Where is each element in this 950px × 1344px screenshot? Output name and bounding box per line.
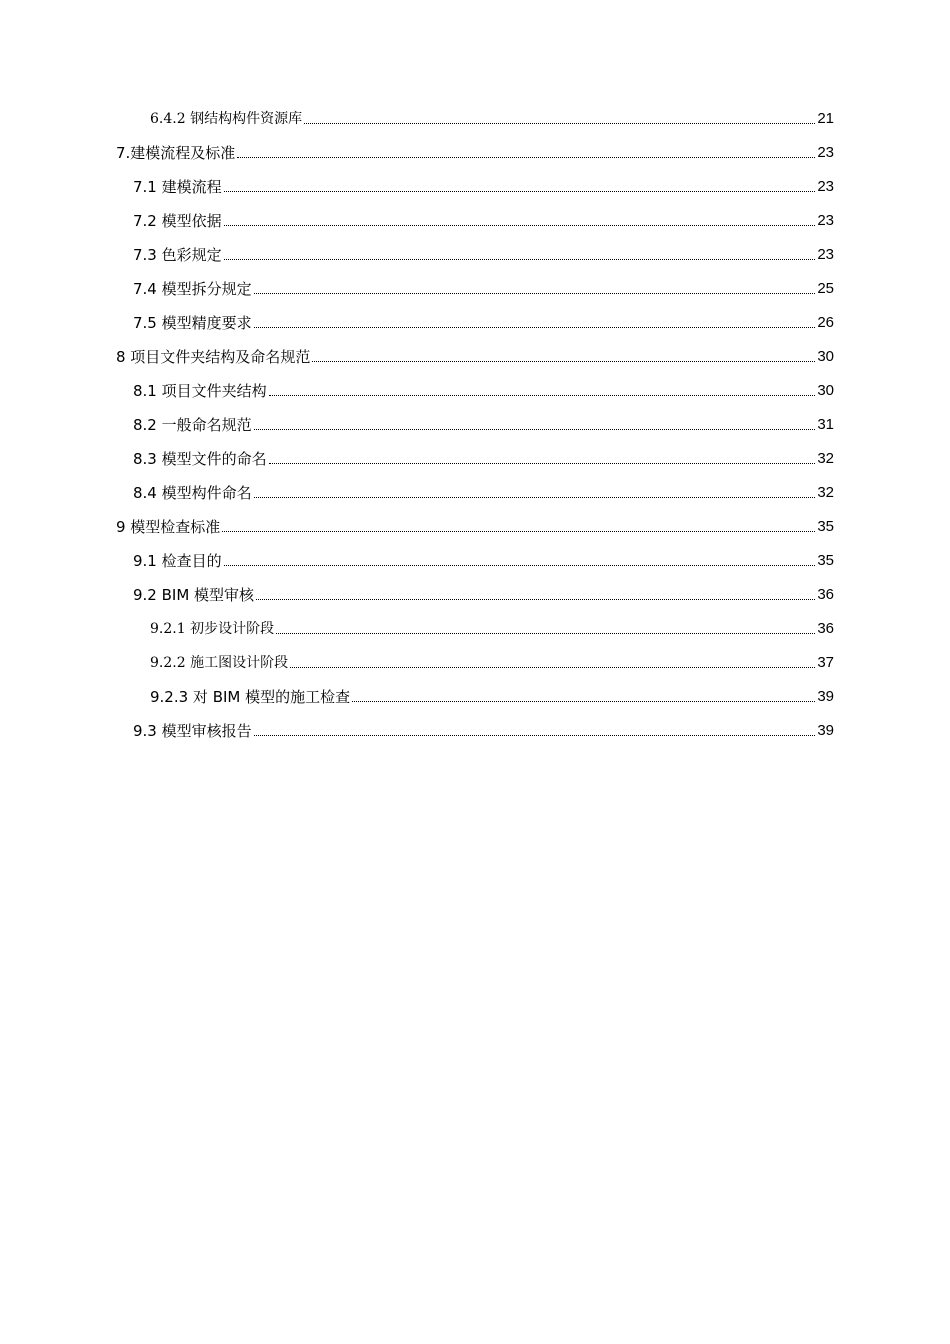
toc-entry[interactable] (133, 435, 834, 469)
toc-entry-label: 7.5 模型精度要求 (133, 314, 252, 332)
toc-entry[interactable] (133, 197, 834, 231)
toc-entry[interactable] (133, 299, 834, 333)
toc-entry[interactable] (133, 401, 834, 435)
toc-entry[interactable] (150, 605, 834, 639)
toc-dot-leader (224, 565, 816, 566)
toc-entry[interactable] (150, 639, 834, 673)
toc-dot-leader (269, 395, 816, 396)
toc-entry-label: 8.3 模型文件的命名 (133, 450, 267, 468)
toc-dot-leader (304, 123, 815, 124)
toc-entry-label: 7.3 色彩规定 (133, 246, 222, 264)
toc-entry[interactable] (133, 469, 834, 503)
toc-entry-page: 35 (817, 552, 834, 569)
toc-entry-page: 25 (817, 280, 834, 297)
toc-entry[interactable] (133, 163, 834, 197)
toc-entry-page: 31 (817, 416, 834, 433)
toc-entry[interactable] (116, 503, 834, 537)
toc-entry-label: 9 模型检查标准 (116, 518, 221, 536)
toc-dot-leader (224, 259, 816, 260)
toc-entry[interactable] (133, 231, 834, 265)
toc-entry-page: 21 (817, 110, 834, 127)
toc-entry-label: 9.3 模型审核报告 (133, 722, 252, 740)
toc-entry-page: 26 (817, 314, 834, 331)
toc-entry-label: 8 项目文件夹结构及命名规范 (116, 348, 311, 366)
toc-entry[interactable] (116, 129, 834, 163)
toc-entry[interactable] (133, 265, 834, 299)
toc-entry[interactable] (133, 571, 834, 605)
toc-dot-leader (254, 327, 816, 328)
toc-entry-page: 23 (817, 246, 834, 263)
toc-entry-page: 36 (817, 586, 834, 603)
toc-entry-page: 30 (817, 382, 834, 399)
toc-entry-label: 9.1 检查目的 (133, 552, 222, 570)
toc-dot-leader (222, 531, 815, 532)
toc-dot-leader (352, 701, 815, 702)
toc-dot-leader (269, 463, 816, 464)
toc-entry-label: 6.4.2 钢结构构件资源库 (150, 111, 303, 127)
toc-entry-page: 23 (817, 144, 834, 161)
toc-entry-page: 30 (817, 348, 834, 365)
toc-entry-label: 7.4 模型拆分规定 (133, 280, 252, 298)
toc-dot-leader (224, 191, 816, 192)
toc-entry-label: 9.2 BIM 模型审核 (133, 586, 255, 604)
toc-dot-leader (254, 497, 816, 498)
toc-entry-label: 8.2 一般命名规范 (133, 416, 252, 434)
toc-entry-page: 23 (817, 212, 834, 229)
toc-entry[interactable] (133, 707, 834, 741)
toc-dot-leader (237, 157, 815, 158)
toc-entry-page: 39 (817, 688, 834, 705)
toc-entry[interactable] (133, 367, 834, 401)
toc-entry-page: 23 (817, 178, 834, 195)
toc-entry-label: 8.1 项目文件夹结构 (133, 382, 267, 400)
toc-dot-leader (312, 361, 815, 362)
toc-dot-leader (254, 293, 816, 294)
toc-entry-label: 7.建模流程及标准 (116, 144, 236, 162)
toc-dot-leader (256, 599, 815, 600)
toc-entry-page: 32 (817, 450, 834, 467)
toc-dot-leader (254, 429, 816, 430)
toc-dot-leader (276, 633, 815, 634)
toc-dot-leader (254, 735, 816, 736)
toc-entry-page: 35 (817, 518, 834, 535)
toc-entry-label: 7.1 建模流程 (133, 178, 222, 196)
toc-entry-label: 9.2.1 初步设计阶段 (150, 621, 275, 637)
toc-entry[interactable] (150, 95, 834, 129)
toc-entry-label: 9.2.2 施工图设计阶段 (150, 655, 289, 671)
toc-dot-leader (290, 667, 815, 668)
toc-dot-leader (224, 225, 816, 226)
toc-entry-page: 37 (817, 654, 834, 671)
toc-entry-label: 7.2 模型依据 (133, 212, 222, 230)
toc-entry[interactable] (116, 333, 834, 367)
toc-entry-label: 8.4 模型构件命名 (133, 484, 252, 502)
toc-entry-page: 36 (817, 620, 834, 637)
toc-entry-page: 39 (817, 722, 834, 739)
toc-entry[interactable] (133, 537, 834, 571)
toc-entry[interactable] (150, 673, 834, 707)
toc-entry-label: 9.2.3 对 BIM 模型的施工检查 (150, 688, 351, 706)
toc-entry-page: 32 (817, 484, 834, 501)
